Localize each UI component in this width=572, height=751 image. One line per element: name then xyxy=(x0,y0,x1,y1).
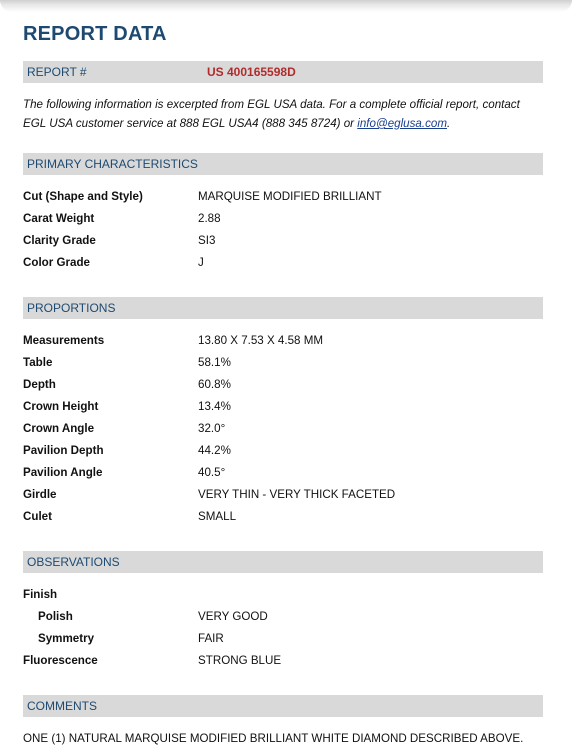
row-label: Finish xyxy=(23,588,58,601)
data-row-clarity xyxy=(23,234,543,256)
row-value: 13.80 X 7.53 X 4.58 MM xyxy=(198,334,324,347)
data-row-fluorescence xyxy=(23,654,543,676)
row-label: Crown Angle xyxy=(23,422,95,435)
data-row-symmetry xyxy=(23,632,543,654)
row-value: 44.2% xyxy=(198,444,231,457)
row-value: 60.8% xyxy=(198,378,231,391)
intro-end: . xyxy=(447,117,451,130)
row-value: 13.4% xyxy=(198,400,231,413)
row-value: J xyxy=(198,256,204,269)
section-title: COMMENTS xyxy=(27,699,97,713)
row-label: Carat Weight xyxy=(23,212,95,225)
comment-text: ONE (1) NATURAL MARQUISE MODIFIED BRILLIANT WHITE DIAMOND DESCRIBED ABOVE. xyxy=(23,732,524,745)
row-value: 32.0° xyxy=(198,422,226,435)
page-title: REPORT DATA xyxy=(23,23,167,45)
row-label: Symmetry xyxy=(38,632,95,645)
row-value: VERY GOOD xyxy=(198,610,268,623)
row-label: Measurements xyxy=(23,334,105,347)
row-label: Crown Height xyxy=(23,400,99,413)
section-header-observations xyxy=(23,551,543,573)
row-label: Polish xyxy=(38,610,73,623)
data-row-culet xyxy=(23,510,543,532)
row-label: Depth xyxy=(23,378,56,391)
row-label: Pavilion Angle xyxy=(23,466,103,479)
row-label: Pavilion Depth xyxy=(23,444,104,457)
section-header-comments xyxy=(23,695,543,717)
data-row-table xyxy=(23,356,543,378)
data-row-girdle xyxy=(23,488,543,510)
row-label: Table xyxy=(23,356,53,369)
row-value: 58.1% xyxy=(198,356,231,369)
data-row-crown-height xyxy=(23,400,543,422)
section-header-primary xyxy=(23,153,543,175)
data-row-cut xyxy=(23,190,543,212)
report-number-value: US 400165598D xyxy=(207,65,296,79)
section-title: PRIMARY CHARACTERISTICS xyxy=(27,157,198,171)
row-value: SI3 xyxy=(198,234,216,247)
email-link[interactable]: info@eglusa.com xyxy=(357,117,447,130)
section-header-proportions xyxy=(23,297,543,319)
row-value: VERY THIN - VERY THICK FACETED xyxy=(198,488,396,501)
data-row-color xyxy=(23,256,543,278)
row-label: Fluorescence xyxy=(23,654,98,667)
data-row-crown-angle xyxy=(23,422,543,444)
row-label: Clarity Grade xyxy=(23,234,96,247)
data-row-carat xyxy=(23,212,543,234)
row-value: FAIR xyxy=(198,632,224,645)
data-row-pavilion-depth xyxy=(23,444,543,466)
data-row-polish xyxy=(23,610,543,632)
row-label: Cut (Shape and Style) xyxy=(23,190,143,203)
report-number-bar xyxy=(23,61,543,83)
row-value: STRONG BLUE xyxy=(198,654,282,667)
data-row-finish xyxy=(23,588,543,610)
top-shadow xyxy=(0,0,572,12)
row-label: Girdle xyxy=(23,488,57,501)
intro-body: The following information is excerpted from EGL USA data. For a complete official report, contact EGL USA customer service at 888 EGL USA4 (888 345 8724) or xyxy=(23,98,520,130)
report-number-label: REPORT # xyxy=(27,65,87,79)
row-label: Culet xyxy=(23,510,52,523)
row-label: Color Grade xyxy=(23,256,90,269)
row-value: 40.5° xyxy=(198,466,226,479)
row-value: 2.88 xyxy=(198,212,221,225)
data-row-depth xyxy=(23,378,543,400)
data-row-pavilion-angle xyxy=(23,466,543,488)
section-title: PROPORTIONS xyxy=(27,301,116,315)
data-row-measurements xyxy=(23,334,543,356)
row-value: MARQUISE MODIFIED BRILLIANT xyxy=(198,190,382,203)
row-value: SMALL xyxy=(198,510,237,523)
intro-text xyxy=(23,95,543,133)
section-title: OBSERVATIONS xyxy=(27,555,120,569)
